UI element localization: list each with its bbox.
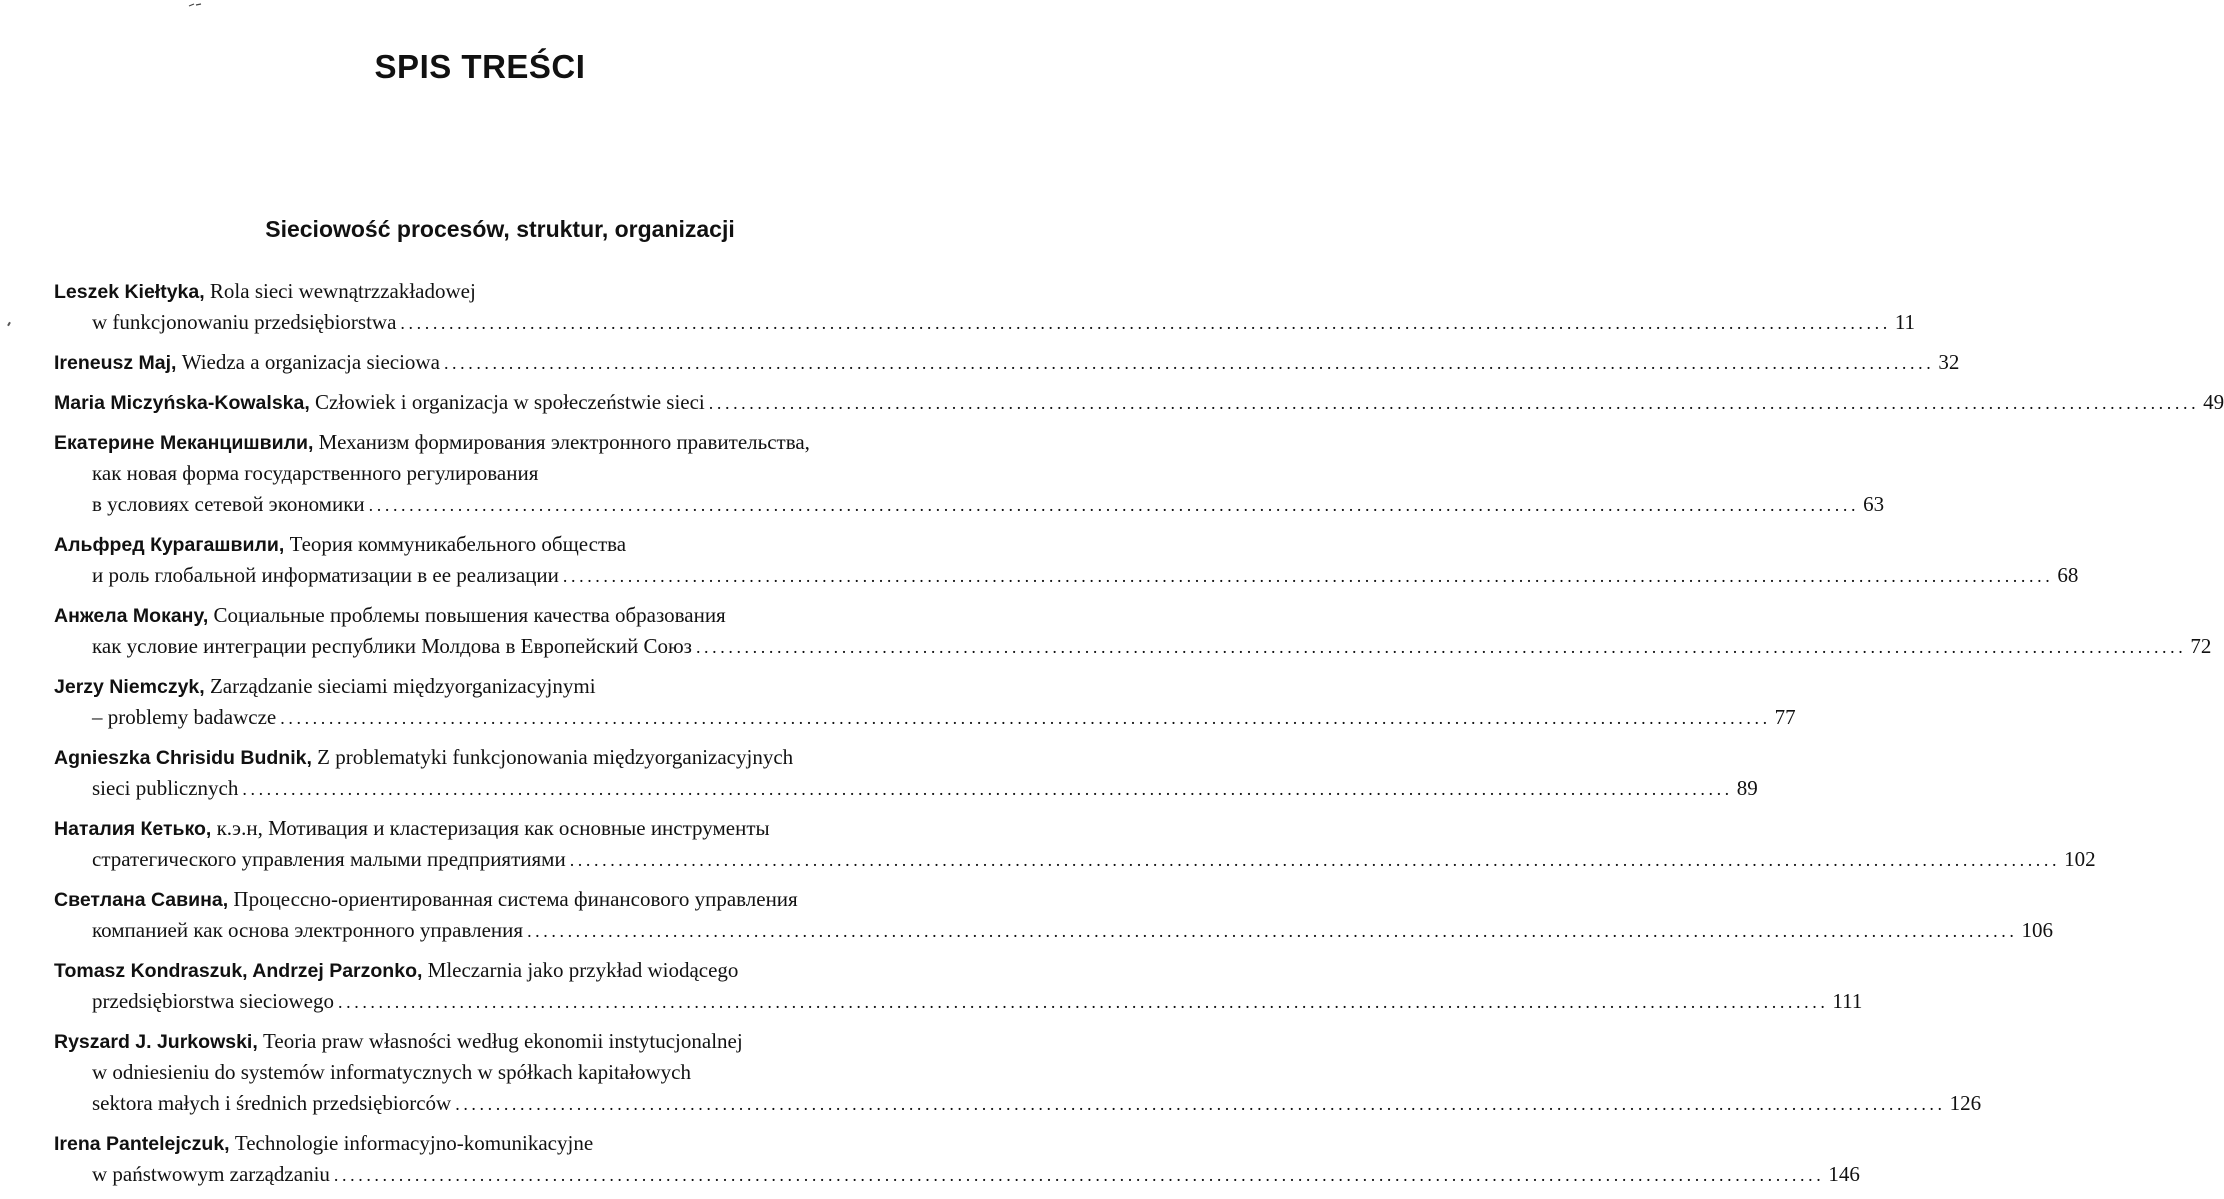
toc-author: Tomasz Kondraszuk, Andrzej Parzonko, [54, 960, 423, 982]
toc-page-number: 11 [1894, 310, 1916, 334]
toc-entry [54, 1128, 1860, 1190]
toc-page-number: 89 [1736, 776, 1758, 800]
dot-leader [400, 314, 1890, 332]
toc-author: Irena Pantelejczuk, [54, 1133, 230, 1155]
toc-entry-line [54, 347, 1960, 378]
dot-leader [527, 922, 2017, 940]
toc-entry-line [54, 1026, 958, 1057]
toc-entry-line [54, 671, 958, 702]
toc-author: Ryszard J. Jurkowski, [54, 1031, 258, 1053]
toc-entry-line [54, 702, 1796, 733]
scan-mark [188, 2, 202, 8]
toc-entry-line [54, 1128, 958, 1159]
dot-leader [338, 993, 1828, 1011]
dot-leader [334, 1166, 1824, 1184]
toc-entry-line [54, 489, 1885, 520]
toc-entry-line [54, 529, 958, 560]
toc-entry-line [54, 631, 2212, 662]
toc-entry [54, 529, 2079, 591]
toc-entry-line [54, 844, 2096, 875]
toc-entry-line [54, 458, 958, 489]
toc-page-number: 102 [2064, 847, 2096, 871]
toc-page-number: 68 [2057, 563, 2079, 587]
dot-leader [563, 567, 2053, 585]
toc-entry [54, 600, 2212, 662]
toc-title-line: Człowiek i organizacja w społeczeństwie sieci [315, 390, 705, 414]
dot-leader [455, 1095, 1945, 1113]
toc-title-line: как условие интеграции республики Молдова в Европейский Союз [92, 634, 692, 658]
toc-entry-line [54, 1057, 958, 1088]
toc-entry-line [54, 986, 1863, 1017]
toc-page-number: 146 [1828, 1162, 1860, 1186]
toc-entry-line [54, 955, 958, 986]
scan-tick [7, 322, 11, 326]
section-heading: Sieciowość procesów, struktur, organizacji [265, 216, 735, 242]
toc-page-number: 77 [1774, 705, 1796, 729]
toc-title-line: Процессно-ориентированная система финансового управления [233, 887, 798, 911]
toc-page-number: 111 [1832, 989, 1863, 1013]
dot-leader [696, 638, 2186, 656]
toc-entry-line [54, 307, 1916, 338]
toc-title-line: Z problematyki funkcjonowania międzyorganizacyjnych [317, 745, 794, 769]
toc-title-line: w państwowym zarządzaniu [92, 1162, 330, 1186]
toc-title-line: Rola sieci wewnątrzzakładowej [209, 279, 476, 303]
toc-title-line: w funkcjonowaniu przedsiębiorstwa [92, 310, 397, 334]
toc-page-number: 126 [1949, 1091, 1982, 1115]
toc-entry [54, 427, 1885, 520]
toc-entry [54, 884, 2053, 946]
toc-title-line: в условиях сетевой экономики [92, 492, 365, 516]
toc-author: Leszek Kiełtyka, [54, 281, 205, 303]
dot-leader [444, 354, 1934, 372]
dot-leader [369, 496, 1859, 514]
toc-title-line: w odniesieniu do systemów informatycznych w spółkach kapitałowych [92, 1060, 691, 1084]
toc-entry-line [54, 600, 958, 631]
page-title: SPIS TREŚCI [374, 48, 586, 85]
toc-page-number: 49 [2203, 390, 2224, 414]
toc-entry-line [54, 276, 958, 307]
toc-page-number: 32 [1938, 350, 1960, 374]
toc-page-number: 72 [2190, 634, 2212, 658]
toc-entry-line [54, 742, 958, 773]
toc-entry [54, 742, 1758, 804]
toc-title-line: Zarządzanie sieciami międzyorganizacyjnymi [209, 674, 596, 698]
toc-entry-line [54, 773, 1758, 804]
toc-title-line: sieci publicznych [92, 776, 239, 800]
toc-entry-line [54, 560, 2079, 591]
dot-leader [570, 851, 2060, 869]
toc-entry-line [54, 915, 2053, 946]
toc-title-line: sektora małych i średnich przedsiębiorców [92, 1091, 452, 1115]
toc-title-line: как новая форма государственного регулирования [92, 461, 539, 485]
toc-entry [54, 955, 1863, 1017]
toc-page-number: 106 [2021, 918, 2053, 942]
toc-author: Альфред Курагашвили, [54, 534, 285, 556]
toc-entry [54, 347, 1960, 378]
toc-entry [54, 671, 1796, 733]
toc-entry-line [54, 1088, 1982, 1119]
toc-entry [54, 276, 1916, 338]
toc-title-line: Wiedza a organizacja sieciowa [181, 350, 440, 374]
toc-author: Jerzy Niemczyk, [54, 676, 205, 698]
toc-title-line: к.э.н, Мотивация и кластеризация как основные инструменты [216, 816, 770, 840]
toc-entry-line [54, 813, 958, 844]
toc-author: Анжела Мокану, [54, 605, 209, 627]
dot-leader [709, 394, 2199, 412]
toc-title-line: – problemy badawcze [92, 705, 277, 729]
toc-entry-line [54, 427, 958, 458]
toc-title-line: Teoria praw własności według ekonomii instytucjonalnej [263, 1029, 743, 1053]
toc-title-line: и роль глобальной информатизации в ее реализации [92, 563, 559, 587]
toc-title-line: przedsiębiorstwa sieciowego [92, 989, 335, 1013]
toc-author: Agnieszka Chrisidu Budnik, [54, 747, 312, 769]
toc-title-line: Механизм формирования электронного правительства, [318, 430, 810, 454]
toc-entry [54, 387, 2224, 418]
toc-entry-line [54, 1159, 1860, 1190]
toc-author: Наталия Кетько, [54, 818, 212, 840]
toc-entry-line [54, 884, 958, 915]
toc-title-line: стратегического управления малыми предприятиями [92, 847, 566, 871]
toc-title-line: компанией как основа электронного управления [92, 918, 524, 942]
table-of-contents [54, 276, 2224, 1199]
toc-author: Светлана Савина, [54, 889, 229, 911]
toc-title-line: Technologie informacyjno-komunikacyjne [234, 1131, 594, 1155]
toc-entry [54, 813, 2096, 875]
toc-page-number: 63 [1863, 492, 1885, 516]
dot-leader [280, 709, 1770, 727]
toc-title-line: Теория коммуникабельного общества [289, 532, 627, 556]
toc-author: Екатерине Меканцишвили, [54, 432, 314, 454]
toc-entry-line [54, 387, 2224, 418]
toc-title-line: Mleczarnia jako przykład wiodącego [427, 958, 739, 982]
toc-entry [54, 1026, 1982, 1119]
toc-author: Maria Miczyńska-Kowalska, [54, 392, 310, 414]
dot-leader [242, 780, 1732, 798]
toc-author: Ireneusz Maj, [54, 352, 177, 374]
toc-title-line: Социальные проблемы повышения качества образования [213, 603, 726, 627]
